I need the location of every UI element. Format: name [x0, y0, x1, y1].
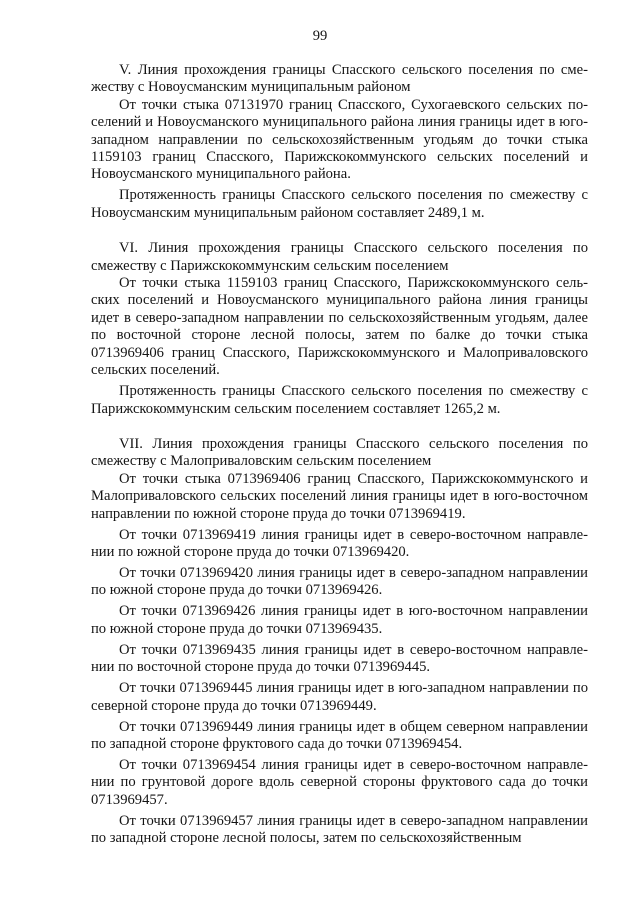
section-heading: VI. Линия прохождения границы Спасского сельского поселения по смежеству с Парижскокоммунским сельским поселением [91, 240, 588, 274]
paragraph: От точки 0713969420 линия границы идет в северо-западном направлении по южной стороне пруда до точки 0713969426. [91, 564, 588, 599]
paragraph: Протяженность границы Спасского сельского поселения по смежеству с Парижскокоммунским сельским поселением составляет 1265,2 м. [91, 383, 588, 417]
document-body [91, 62, 588, 851]
paragraph: От точки 0713969419 линия границы идет в северо-восточном направлении по южной стороне пруда до точки 0713969420. [91, 526, 588, 560]
section-vii [91, 436, 588, 848]
paragraph: От точки 0713969449 линия границы идет в общем северном направлении по западной стороне фруктового сада до точки 0713969454. [91, 718, 588, 752]
paragraph: От точки стыка 0713969406 границ Спасского, Парижскокоммунского и Малоприваловского сельских поселений линия границы идет в юго-восточном направлении по южной стороне пруда до точки 0713969419. [91, 470, 588, 522]
paragraph: От точки 0713969445 линия границы идет в юго-западном направлении по северной стороне пруда до точки 0713969449. [91, 680, 588, 714]
paragraph: От точки стыка 1159103 границ Спасского, Парижскокоммунского сельских поселений и Новоусманского муниципального района линия границы идет в северо-западном направлении по сельскохозяйственным угодьям, далее по восточной стороне лесной полосы, затем по балке до точки стыка 0713969406 границ Спасского, Парижскокоммунского и Малоприваловского сельских поселений. [91, 275, 588, 379]
section-heading: V. Линия прохождения границы Спасского сельского поселения по смежеству с Новоусманским муниципальным районом [91, 62, 588, 96]
paragraph: От точки 0713969426 линия границы идет в юго-восточном направлении по южной стороне пруда до точки 0713969435. [91, 603, 588, 637]
paragraph: От точки 0713969457 линия границы идет в северо-западном направлении по западной стороне лесной полосы, затем по сельскохозяйственным [91, 812, 588, 847]
section-heading: VII. Линия прохождения границы Спасского сельского поселения по смежеству с Малоприваловским сельским поселением [91, 435, 588, 470]
section-vi [91, 240, 588, 418]
paragraph: От точки стыка 07131970 границ Спасского, Сухогаевского сельских поселений и Новоусманского муниципального района линия границы идет в юго-западном направлении по сельскохозяйственным угодьям до точки стыка 1159103 границ Спасского, Парижскокоммунского сельских поселений и Новоусманского муниципального района. [91, 96, 588, 183]
paragraph: Протяженность границы Спасского сельского поселения по смежеству с Новоусманским муниципальным районом составляет 2489,1 м. [91, 187, 588, 221]
page-number: 99 [312, 28, 328, 44]
paragraph: От точки 0713969454 линия границы идет в северо-восточном направлении по грунтовой дороге вдоль северной стороны фруктового сада до точки 0713969457. [91, 756, 588, 808]
paragraph: От точки 0713969435 линия границы идет в северо-восточном направлении по восточной стороне пруда до точки 0713969445. [91, 641, 588, 676]
section-v [91, 62, 588, 222]
